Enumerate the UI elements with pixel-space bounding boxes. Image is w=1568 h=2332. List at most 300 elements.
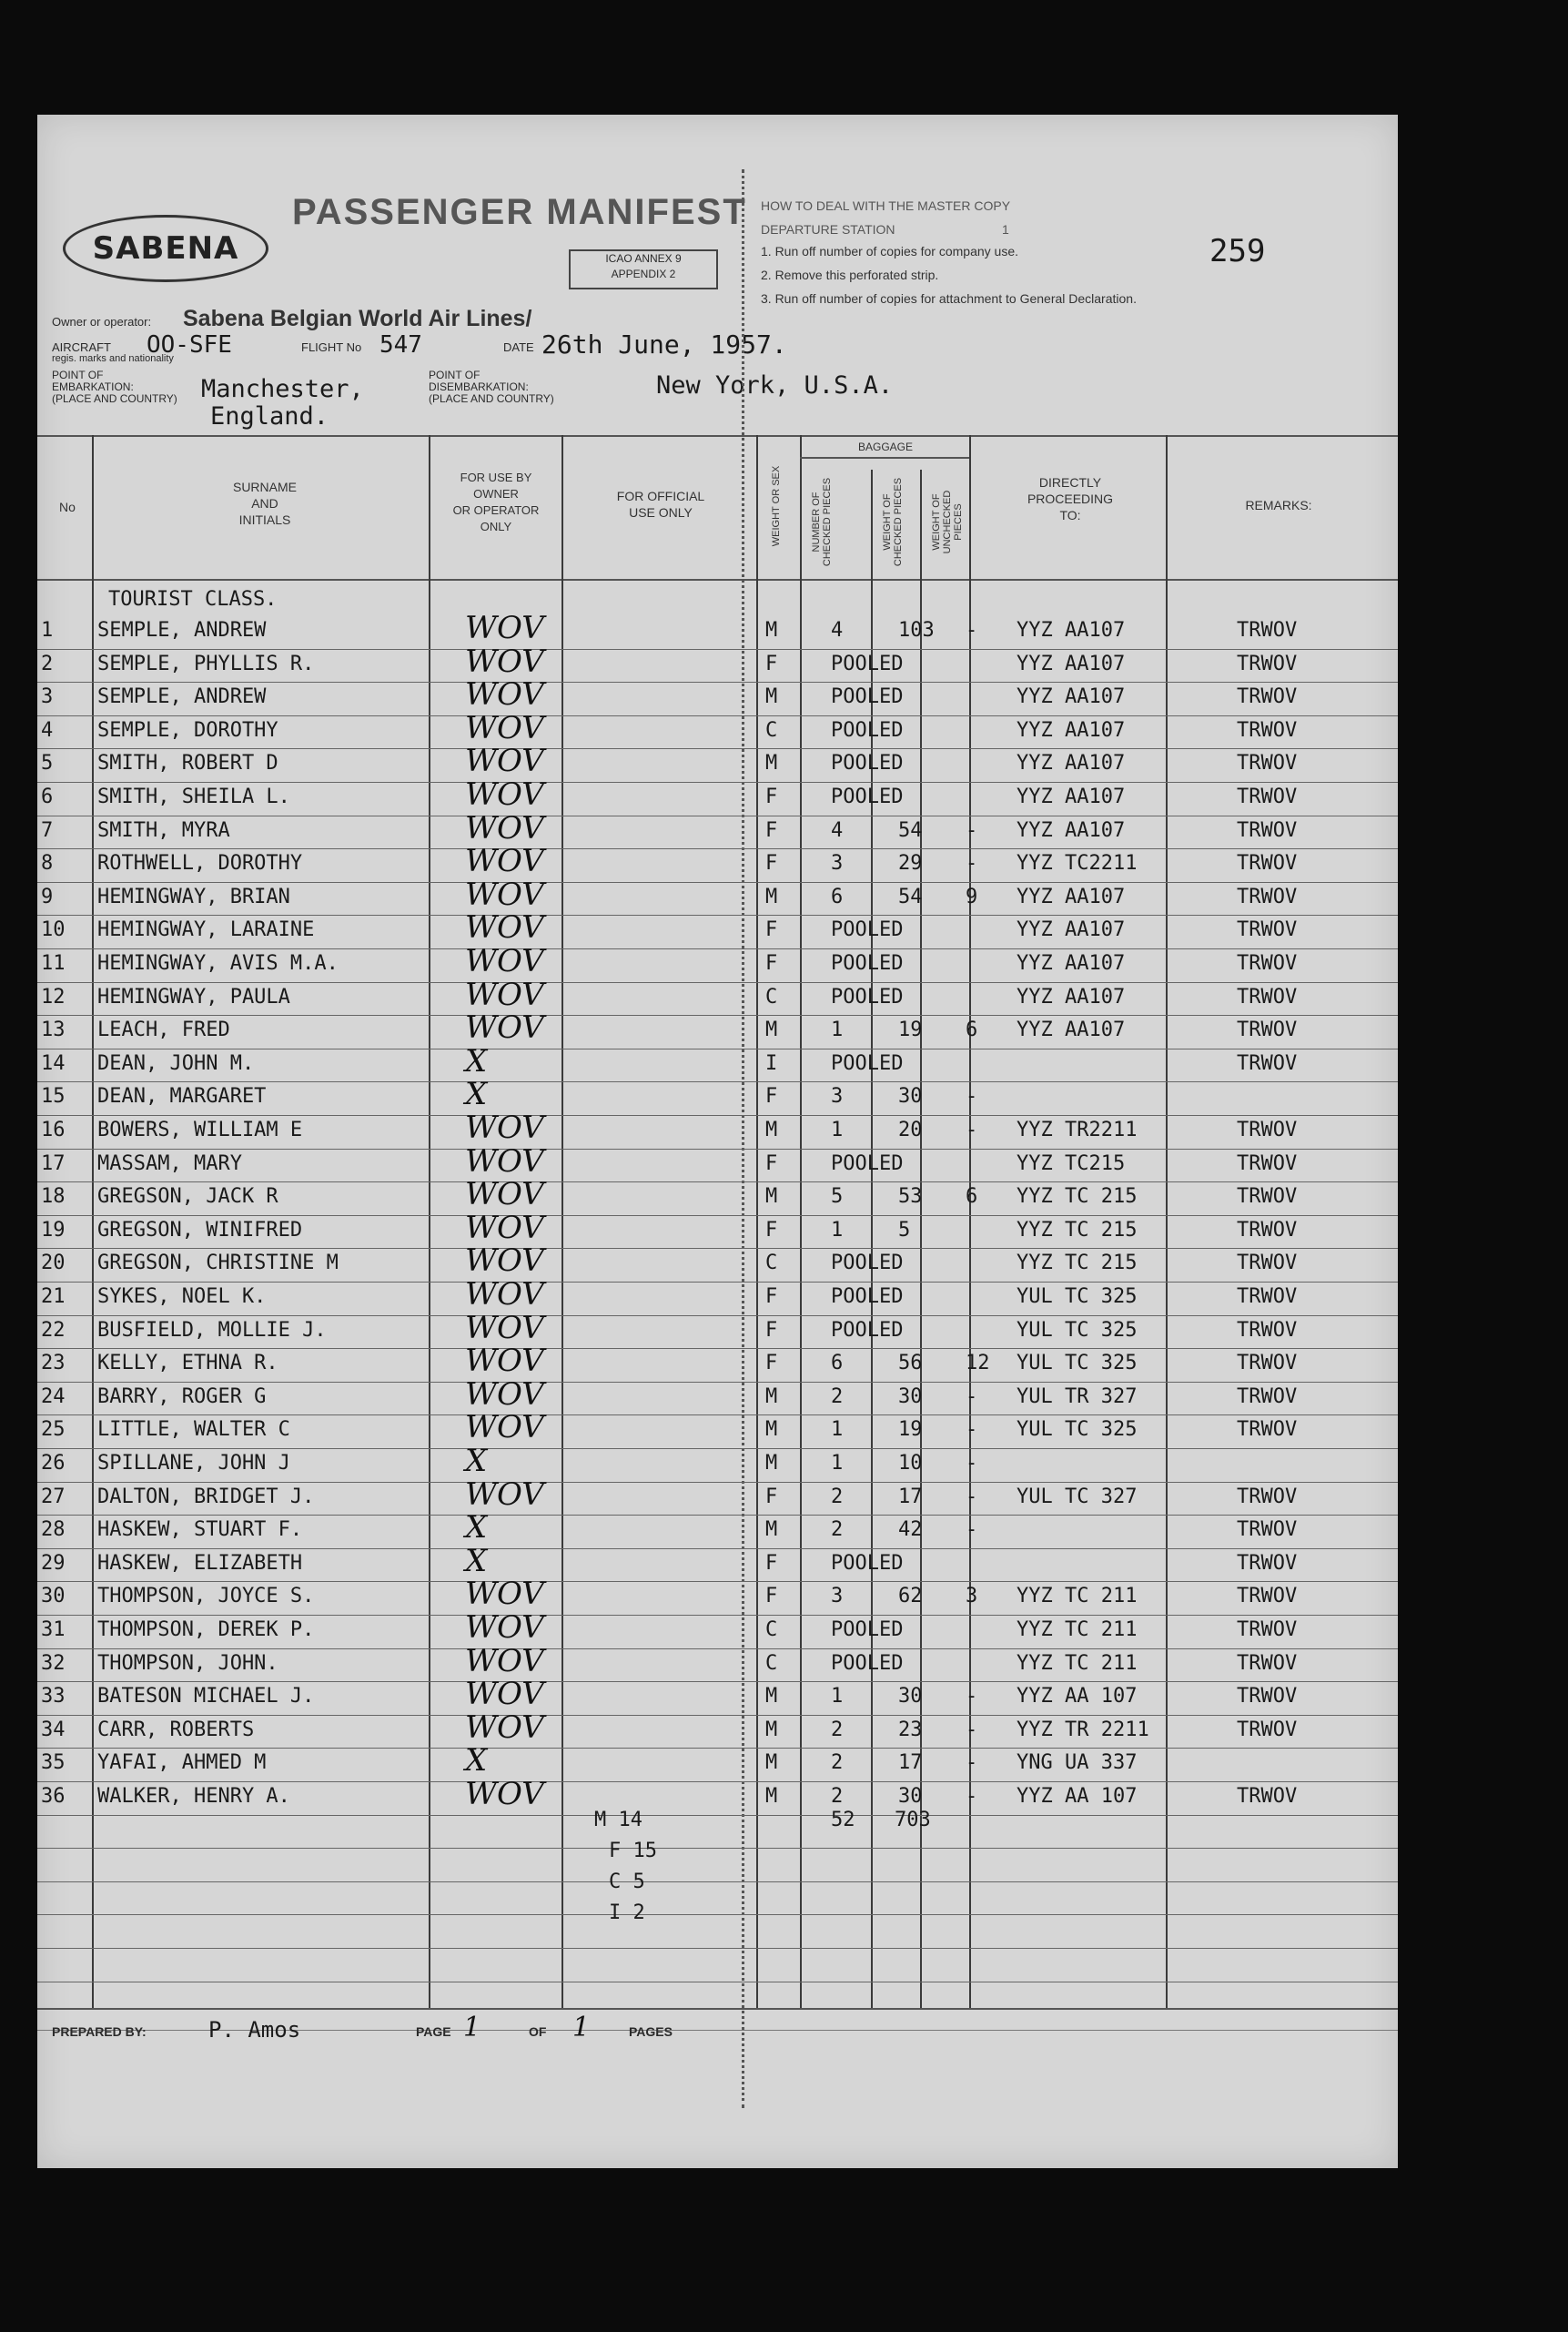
passenger-sex: M [765,1719,778,1741]
proceeding-to: YUL TC 325 [1017,1418,1138,1441]
checked-pieces: POOLED [831,1285,904,1308]
row-rule [37,1448,1398,1449]
remarks: TRWOV [1237,852,1298,875]
proceeding-to: YYZ AA107 [1017,819,1126,842]
departure-station-value: 1 [1002,222,1009,237]
passenger-sex: C [765,1618,778,1641]
passenger-name: HASKEW, ELIZABETH [97,1552,303,1575]
owner-mark: WOV [465,1310,544,1346]
perforation-line [742,169,744,2108]
row-number: 15 [41,1085,66,1108]
remarks: TRWOV [1237,1119,1298,1141]
proceeding-to: YYZ TC2211 [1017,852,1138,875]
proceeding-to: YYZ AA107 [1017,719,1126,742]
passenger-sex: F [765,852,778,875]
row-number: 11 [41,952,66,975]
total-weight: 703 [895,1809,931,1831]
checked-pieces: POOLED [831,1319,904,1342]
owner-mark: WOV [465,743,544,779]
owner-mark: WOV [465,1576,544,1612]
disembarkation-value: New York, U.S.A. [656,371,894,400]
unchecked-weight: - [966,1119,978,1141]
embarkation-value-2: England. [210,402,329,431]
passenger-name: BATESON MICHAEL J. [97,1685,315,1708]
row-number: 16 [41,1119,66,1141]
owner-mark: WOV [465,1242,544,1279]
checked-weight: 62 [898,1585,923,1607]
owner-mark: WOV [465,1210,544,1246]
unchecked-weight: - [966,1385,978,1408]
owner-mark: WOV [465,1110,544,1146]
row-number: 4 [41,719,54,742]
proceeding-to: YYZ AA 107 [1017,1685,1138,1708]
row-number: 3 [41,685,54,708]
checked-pieces: POOLED [831,653,904,675]
owner-mark: WOV [465,810,544,847]
remarks: TRWOV [1237,1685,1298,1708]
checked-weight: 54 [898,886,923,908]
total-female: F 15 [609,1840,657,1862]
passenger-sex: M [765,1185,778,1208]
owner-mark: X [465,1076,488,1112]
checked-weight: 19 [898,1019,923,1041]
owner-label: Owner or operator: [52,315,152,329]
remarks: TRWOV [1237,1485,1298,1508]
baggage-rule [800,457,969,459]
row-number: 27 [41,1485,66,1508]
passenger-name: DEAN, MARGARET [97,1085,267,1108]
row-number: 8 [41,852,54,875]
unchecked-weight: - [966,1785,978,1808]
row-number: 30 [41,1585,66,1607]
remarks: TRWOV [1237,819,1298,842]
checked-pieces: 4 [831,619,844,642]
passenger-name: ROTHWELL, DOROTHY [97,852,303,875]
row-rule [37,1548,1398,1549]
row-number: 6 [41,786,54,808]
checked-weight: 23 [898,1719,923,1741]
unchecked-weight: - [966,1452,978,1475]
row-rule [37,1914,1398,1915]
row-rule [37,1081,1398,1082]
embarkation-label: POINT OF EMBARKATION: (PLACE AND COUNTRY) [52,369,177,405]
checked-weight: 30 [898,1385,923,1408]
row-number: 32 [41,1652,66,1675]
unchecked-weight: - [966,1518,978,1541]
row-rule [37,882,1398,883]
col-header-official-use: FOR OFFICIAL USE ONLY [616,489,705,520]
row-rule [37,1282,1398,1283]
instruction-1: 1. Run off number of copies for company use. [761,244,1019,259]
passenger-name: DALTON, BRIDGET J. [97,1485,315,1508]
row-rule [37,1748,1398,1749]
col-header-proceeding: DIRECTLY PROCEEDING TO: [1027,475,1114,522]
remarks: TRWOV [1237,1352,1298,1374]
passenger-name: SEMPLE, ANDREW [97,685,267,708]
row-number: 5 [41,752,54,775]
owner-mark: X [465,1742,488,1779]
remarks: TRWOV [1237,1518,1298,1541]
passenger-sex: M [765,1751,778,1774]
remarks: TRWOV [1237,1719,1298,1741]
embarkation-value-1: Manchester, [201,375,364,403]
checked-pieces: POOLED [831,786,904,808]
passenger-name: BOWERS, WILLIAM E [97,1119,303,1141]
unchecked-weight: 9 [966,886,978,908]
proceeding-to: YYZ TC 211 [1017,1585,1138,1607]
passenger-sex: F [765,1319,778,1342]
date-label: DATE [503,340,534,354]
aircraft-label: AIRCRAFT [52,340,111,354]
row-rule [37,748,1398,749]
checked-pieces: POOLED [831,752,904,775]
checked-pieces: POOLED [831,685,904,708]
passenger-name: GREGSON, WINIFRED [97,1219,303,1242]
row-rule [37,915,1398,916]
passenger-name: SMITH, SHEILA L. [97,786,290,808]
instruction-3: 3. Run off number of copies for attachment to General Declaration. [761,291,1137,306]
proceeding-to: YYZ TR2211 [1017,1119,1138,1141]
row-rule [37,1615,1398,1616]
passenger-name: SMITH, MYRA [97,819,230,842]
col-header-owner-use: FOR USE BY OWNER OR OPERATOR ONLY [452,471,540,533]
remarks: TRWOV [1237,918,1298,941]
passenger-name: HEMINGWAY, BRIAN [97,886,290,908]
owner-mark: WOV [465,977,544,1013]
row-rule [37,1781,1398,1782]
remarks: TRWOV [1237,1552,1298,1575]
passenger-name: SPILLANE, JOHN J [97,1452,290,1475]
passenger-name: GREGSON, JACK R [97,1185,278,1208]
unchecked-weight: - [966,1085,978,1108]
remarks: TRWOV [1237,952,1298,975]
passenger-name: SEMPLE, DOROTHY [97,719,278,742]
checked-weight: 42 [898,1518,923,1541]
passenger-sex: F [765,918,778,941]
checked-pieces: 3 [831,1585,844,1607]
document-number: 259 [1209,233,1266,269]
col-divider [920,470,922,2008]
passenger-sex: F [765,1352,778,1374]
checked-pieces: 2 [831,1751,844,1774]
passenger-sex: F [765,1219,778,1242]
passenger-name: THOMPSON, JOYCE S. [97,1585,315,1607]
row-number: 23 [41,1352,66,1374]
checked-pieces: POOLED [831,1652,904,1675]
checked-pieces: POOLED [831,952,904,975]
passenger-sex: F [765,1285,778,1308]
passenger-sex: M [765,1685,778,1708]
row-number: 1 [41,619,54,642]
passenger-name: HEMINGWAY, LARAINE [97,918,315,941]
row-rule [37,1948,1398,1949]
passenger-sex: M [765,1785,778,1808]
unchecked-weight: - [966,852,978,875]
disembarkation-label: POINT OF DISEMBARKATION: (PLACE AND COUNTRY) [429,369,554,405]
checked-pieces: 2 [831,1785,844,1808]
row-number: 26 [41,1452,66,1475]
checked-pieces: 2 [831,1518,844,1541]
row-rule [37,1648,1398,1649]
row-rule [37,1248,1398,1249]
proceeding-to: YUL TC 327 [1017,1485,1138,1508]
unchecked-weight: 3 [966,1585,978,1607]
checked-pieces: 6 [831,1352,844,1374]
proceeding-to: YYZ TR 2211 [1017,1719,1149,1741]
checked-pieces: POOLED [831,1252,904,1274]
passenger-sex: F [765,1485,778,1508]
owner-mark: WOV [465,1676,544,1712]
owner-mark: WOV [465,1609,544,1646]
checked-weight: 10 [898,1452,923,1475]
col-divider [429,435,430,2008]
manifest-title: PASSENGER MANIFEST [292,192,747,232]
passenger-name: GREGSON, CHRISTINE M [97,1252,339,1274]
passenger-sex: C [765,1652,778,1675]
passenger-name: CARR, ROBERTS [97,1719,255,1741]
passenger-sex: C [765,986,778,1009]
row-number: 14 [41,1052,66,1075]
passenger-sex: M [765,685,778,708]
row-rule [37,1681,1398,1682]
checked-pieces: POOLED [831,719,904,742]
passenger-sex: F [765,952,778,975]
proceeding-to: YYZ AA107 [1017,1019,1126,1041]
passenger-sex: M [765,1452,778,1475]
passenger-name: SMITH, ROBERT D [97,752,278,775]
checked-weight: 54 [898,819,923,842]
col-divider [1166,435,1168,2008]
proceeding-to: YYZ TC 211 [1017,1652,1138,1675]
owner-mark: WOV [465,1176,544,1212]
row-number: 36 [41,1785,66,1808]
row-rule [37,1382,1398,1383]
remarks: TRWOV [1237,685,1298,708]
passenger-sex: F [765,819,778,842]
page-label: PAGE [416,2024,451,2039]
checked-weight: 5 [898,1219,911,1242]
passenger-name: LITTLE, WALTER C [97,1418,290,1441]
checked-pieces: POOLED [831,1552,904,1575]
passenger-sex: F [765,653,778,675]
checked-pieces: 3 [831,1085,844,1108]
col-header-checked-weight: WEIGHT OF CHECKED PIECES [882,477,904,567]
proceeding-to: YYZ AA107 [1017,619,1126,642]
row-number: 20 [41,1252,66,1274]
checked-weight: 30 [898,1785,923,1808]
row-number: 34 [41,1719,66,1741]
instructions-title: HOW TO DEAL WITH THE MASTER COPY [761,198,1011,213]
row-number: 25 [41,1418,66,1441]
unchecked-weight: 6 [966,1019,978,1041]
row-rule [37,1715,1398,1716]
row-number: 28 [41,1518,66,1541]
remarks: TRWOV [1237,1219,1298,1242]
checked-pieces: 1 [831,1219,844,1242]
proceeding-to: YYZ TC 215 [1017,1185,1138,1208]
remarks: TRWOV [1237,1385,1298,1408]
passenger-sex: C [765,1252,778,1274]
unchecked-weight: - [966,619,978,642]
checked-weight: 20 [898,1119,923,1141]
col-header-no: No [59,500,76,514]
checked-pieces: 4 [831,819,844,842]
checked-pieces: 1 [831,1418,844,1441]
passenger-name: SYKES, NOEL K. [97,1285,267,1308]
passenger-name: DEAN, JOHN M. [97,1052,255,1075]
row-number: 21 [41,1285,66,1308]
owner-mark: WOV [465,1643,544,1679]
checked-weight: 30 [898,1685,923,1708]
unchecked-weight: - [966,1751,978,1774]
row-number: 24 [41,1385,66,1408]
passenger-sex: M [765,1385,778,1408]
passenger-name: WALKER, HENRY A. [97,1785,290,1808]
passenger-name: LEACH, FRED [97,1019,230,1041]
row-rule [37,1015,1398,1016]
row-number: 18 [41,1185,66,1208]
col-header-baggage: BAGGAGE [857,441,914,453]
table-header-rule [37,579,1398,581]
remarks: TRWOV [1237,786,1298,808]
proceeding-to: YYZ AA107 [1017,918,1126,941]
col-divider [92,435,94,2008]
owner-mark: WOV [465,1709,544,1746]
row-rule [37,948,1398,949]
checked-weight: 19 [898,1418,923,1441]
passenger-sex: M [765,752,778,775]
remarks: TRWOV [1237,1652,1298,1675]
owner-mark: WOV [465,676,544,713]
table-top-rule [37,435,1398,437]
unchecked-weight: 12 [966,1352,990,1374]
checked-weight: 103 [898,619,935,642]
proceeding-to: YYZ TC 215 [1017,1219,1138,1242]
checked-weight: 17 [898,1485,923,1508]
checked-weight: 30 [898,1085,923,1108]
total-male: M 14 [594,1809,642,1831]
passenger-name: HASKEW, STUART F. [97,1518,303,1541]
aircraft-sub-label: regis. marks and nationality [52,353,174,364]
owner-mark: X [465,1043,488,1080]
remarks: TRWOV [1237,1618,1298,1641]
owner-mark: WOV [465,1009,544,1046]
checked-weight: 17 [898,1751,923,1774]
remarks: TRWOV [1237,1418,1298,1441]
remarks: TRWOV [1237,1019,1298,1041]
flight-value: 547 [379,331,422,359]
flight-label: FLIGHT No [301,340,362,354]
remarks: TRWOV [1237,1785,1298,1808]
col-divider [756,435,758,2008]
passenger-sex: M [765,619,778,642]
unchecked-weight: - [966,1418,978,1441]
owner-mark: WOV [465,1776,544,1812]
checked-pieces: POOLED [831,1618,904,1641]
passenger-sex: F [765,1552,778,1575]
passenger-sex: C [765,719,778,742]
col-header-checked-pieces: NUMBER OF CHECKED PIECES [811,477,833,567]
owner-mark: WOV [465,1476,544,1513]
row-rule [37,715,1398,716]
passenger-sex: F [765,1085,778,1108]
row-rule [37,1348,1398,1349]
proceeding-to: YUL TC 325 [1017,1352,1138,1374]
row-rule [37,1515,1398,1516]
unchecked-weight: - [966,1719,978,1741]
row-number: 2 [41,653,54,675]
checked-pieces: POOLED [831,918,904,941]
owner-mark: WOV [465,1143,544,1180]
proceeding-to: YYZ AA107 [1017,952,1126,975]
row-rule [37,1881,1398,1882]
owner-mark: WOV [465,909,544,946]
total-pieces: 52 [831,1809,855,1831]
row-number: 33 [41,1685,66,1708]
proceeding-to: YYZ AA107 [1017,752,1126,775]
remarks: TRWOV [1237,1185,1298,1208]
proceeding-to: YUL TR 327 [1017,1385,1138,1408]
remarks: TRWOV [1237,653,1298,675]
col-divider [561,435,563,2008]
passenger-name: BUSFIELD, MOLLIE J. [97,1319,327,1342]
passenger-sex: M [765,1518,778,1541]
checked-pieces: 1 [831,1685,844,1708]
row-number: 17 [41,1152,66,1175]
checked-pieces: 2 [831,1719,844,1741]
row-rule [37,682,1398,683]
passenger-name: BARRY, ROGER G [97,1385,267,1408]
checked-pieces: 2 [831,1385,844,1408]
remarks: TRWOV [1237,1052,1298,1075]
row-rule [37,1149,1398,1150]
row-number: 35 [41,1751,66,1774]
proceeding-to: YUL TC 325 [1017,1319,1138,1342]
manifest-sheet [37,115,1398,2168]
proceeding-to: YYZ AA107 [1017,986,1126,1009]
row-rule [37,982,1398,983]
unchecked-weight: 6 [966,1185,978,1208]
row-rule [37,1115,1398,1116]
col-header-surname: SURNAME AND INITIALS [232,480,297,527]
passenger-name: SEMPLE, ANDREW [97,619,267,642]
proceeding-to: YYZ TC 211 [1017,1618,1138,1641]
passenger-name: THOMPSON, DEREK P. [97,1618,315,1641]
unchecked-weight: - [966,819,978,842]
pages-label: PAGES [629,2024,673,2039]
owner-mark: X [465,1443,488,1479]
passenger-sex: M [765,886,778,908]
proceeding-to: YUL TC 325 [1017,1285,1138,1308]
checked-pieces: POOLED [831,1152,904,1175]
row-rule [37,1848,1398,1849]
passenger-name: HEMINGWAY, AVIS M.A. [97,952,339,975]
passenger-sex: M [765,1119,778,1141]
row-rule [37,649,1398,650]
owner-mark: WOV [465,1409,544,1445]
owner-value: Sabena Belgian World Air Lines/ [183,306,532,331]
passenger-name: SEMPLE, PHYLLIS R. [97,653,315,675]
remarks: TRWOV [1237,986,1298,1009]
owner-mark: WOV [465,1376,544,1413]
proceeding-to: YYZ TC215 [1017,1152,1126,1175]
owner-mark: WOV [465,843,544,879]
passenger-sex: I [765,1052,778,1075]
row-rule [37,1581,1398,1582]
date-value: 26th June, 1957. [541,330,787,360]
passenger-name: MASSAM, MARY [97,1152,242,1175]
proceeding-to: YYZ AA107 [1017,786,1126,808]
